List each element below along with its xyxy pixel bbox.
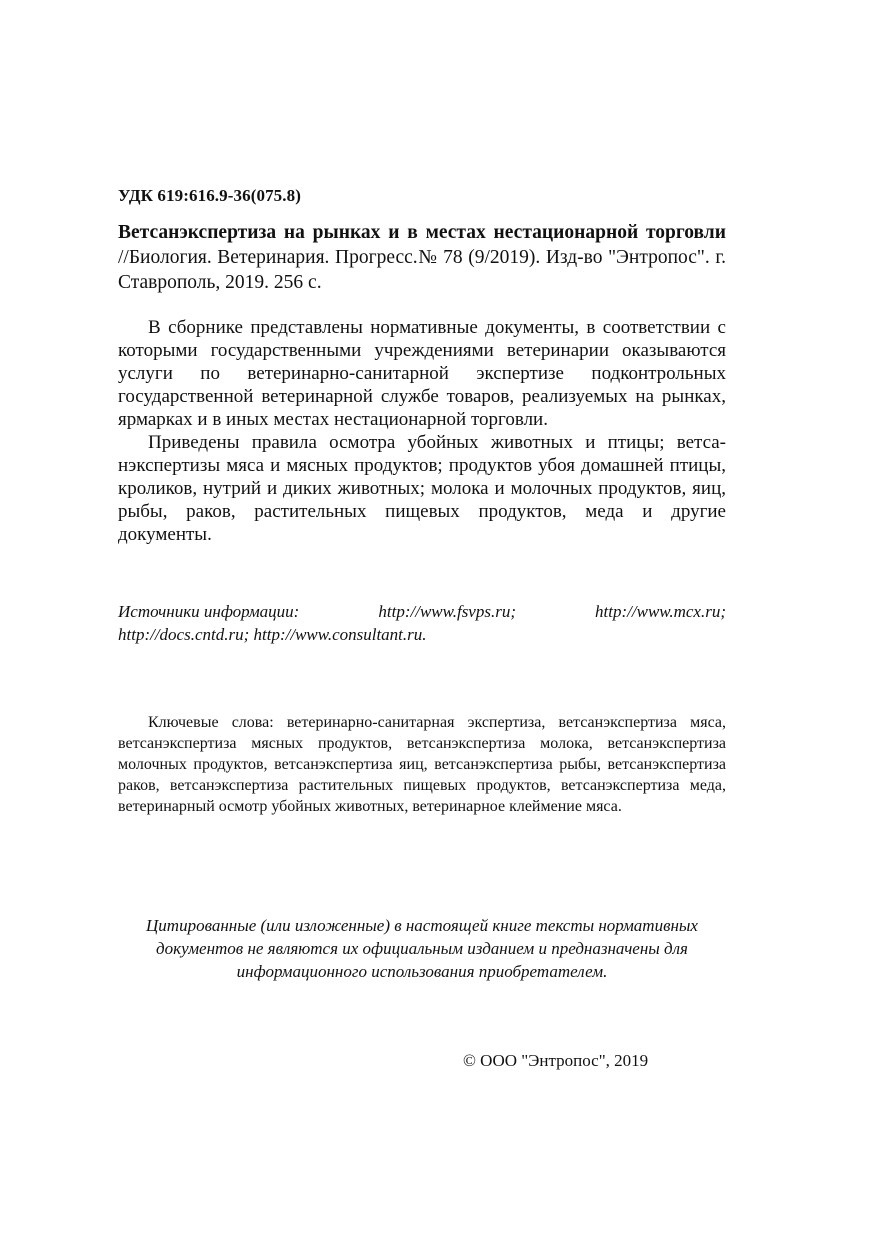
abstract — [118, 316, 726, 546]
source-link-fsvps: http://www.fsvps.ru; — [378, 602, 516, 621]
source-link-mcx: http://www.mcx.ru; — [595, 602, 726, 621]
information-sources — [118, 600, 726, 646]
udk-code: УДК 619:616.9-36(075.8) — [118, 186, 301, 205]
document-page — [118, 0, 726, 1241]
keywords: Ключевые слова: ветеринарно-санитарная экспертиза, ветсанэкспертиза мяса, ветсанэкспертиза мясных продуктов, ветсанэкспертиза молока, ветсанэкспертиза молочных продуктов, ветсанэкспертиза яиц, ветсанэкспертиза рыбы, ветсанэкспертиза раков, ветсанэкспертиза растительных пищевых продуктов, ветсанэкспертиза меда, ветеринарный осмотр убойных животных, ветеринарное клеймение мяса. — [118, 714, 726, 815]
citation-details: //Биология. Ветеринария. Прогресс.№ 78 (9/2019). Изд-во "Энтропос". г. Ставрополь, 2019. 256 с. — [118, 247, 726, 293]
sources-line-2: http://docs.cntd.ru; http://www.consultant.ru. — [118, 625, 427, 644]
sources-label: Источники информации: — [118, 602, 300, 621]
copyright: © ООО "Энтропос", 2019 — [463, 1051, 649, 1070]
legal-notice: Цитированные (или изложенные) в настоящей книге тексты нормативных документов не являются их официальным изданием и предназначены для информационного использования приобретателем. — [146, 916, 698, 981]
sources-line-1 — [118, 600, 726, 623]
abstract-paragraph-1: В сборнике представлены нормативные документы, в соответствии с которыми государственными учреждениями ветеринарии оказываются услуги по ветеринарно-санитарной экспертизе подконтрольных государственной ветеринарной службе товаров, реализуемых на рынках, ярмарках и в иных местах нестационарной торговли. — [118, 317, 726, 430]
abstract-paragraph-2: Приведены правила осмотра убойных животных и птицы; ветсанэкспертизы мяса и мясных продуктов; продуктов убоя домашней птицы, кроликов, нутрий и диких животных; молока и молочных продуктов, яиц, рыбы, раков, растительных пищевых продуктов, меда и другие документы. — [118, 432, 726, 545]
bibliographic-citation — [118, 220, 726, 295]
book-title: Ветсанэкспертиза на рынках и в местах нестационарной торговли — [118, 222, 726, 243]
